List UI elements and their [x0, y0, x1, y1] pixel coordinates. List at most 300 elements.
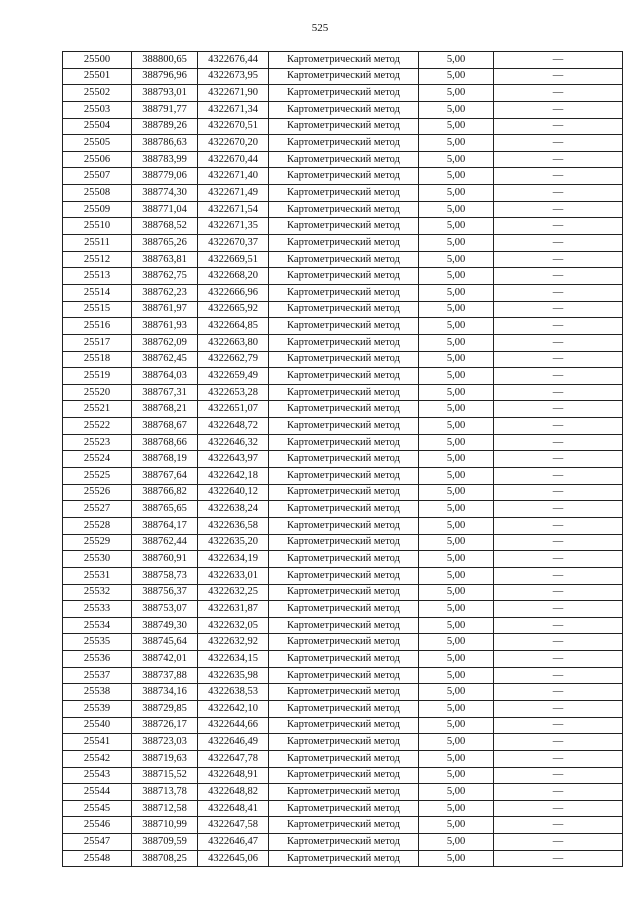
- y-coordinate-cell: 4322645,06: [198, 850, 269, 867]
- table-row: [63, 52, 623, 69]
- error-cell: 5,00: [419, 850, 494, 867]
- error-cell: 5,00: [419, 401, 494, 418]
- table-row: [63, 850, 623, 867]
- y-coordinate-cell: 4322632,05: [198, 617, 269, 634]
- table-row: [63, 168, 623, 185]
- method-cell: Картометрический метод: [269, 717, 419, 734]
- error-cell: 5,00: [419, 484, 494, 501]
- y-coordinate-cell: 4322666,96: [198, 284, 269, 301]
- point-number-cell: 25518: [63, 351, 132, 368]
- x-coordinate-cell: 388761,93: [132, 318, 198, 335]
- point-number-cell: 25519: [63, 368, 132, 385]
- x-coordinate-cell: 388765,65: [132, 501, 198, 518]
- point-number-cell: 25509: [63, 201, 132, 218]
- method-cell: Картометрический метод: [269, 68, 419, 85]
- x-coordinate-cell: 388768,52: [132, 218, 198, 235]
- description-cell: —: [494, 850, 623, 867]
- table-row: [63, 251, 623, 268]
- y-coordinate-cell: 4322635,98: [198, 667, 269, 684]
- description-cell: —: [494, 351, 623, 368]
- description-cell: —: [494, 318, 623, 335]
- x-coordinate-cell: 388712,58: [132, 800, 198, 817]
- description-cell: —: [494, 700, 623, 717]
- error-cell: 5,00: [419, 351, 494, 368]
- point-number-cell: 25547: [63, 834, 132, 851]
- y-coordinate-cell: 4322671,35: [198, 218, 269, 235]
- x-coordinate-cell: 388761,97: [132, 301, 198, 318]
- method-cell: Картометрический метод: [269, 301, 419, 318]
- point-number-cell: 25521: [63, 401, 132, 418]
- method-cell: Картометрический метод: [269, 667, 419, 684]
- description-cell: —: [494, 368, 623, 385]
- method-cell: Картометрический метод: [269, 101, 419, 118]
- error-cell: 5,00: [419, 384, 494, 401]
- table-row: [63, 601, 623, 618]
- description-cell: —: [494, 401, 623, 418]
- error-cell: 5,00: [419, 218, 494, 235]
- description-cell: —: [494, 484, 623, 501]
- error-cell: 5,00: [419, 185, 494, 202]
- description-cell: —: [494, 201, 623, 218]
- table-row: [63, 334, 623, 351]
- y-coordinate-cell: 4322662,79: [198, 351, 269, 368]
- table-row: [63, 434, 623, 451]
- coordinates-table: [62, 51, 623, 867]
- method-cell: Картометрический метод: [269, 451, 419, 468]
- method-cell: Картометрический метод: [269, 334, 419, 351]
- table-row: [63, 767, 623, 784]
- table-row: [63, 667, 623, 684]
- y-coordinate-cell: 4322673,95: [198, 68, 269, 85]
- method-cell: Картометрический метод: [269, 318, 419, 335]
- method-cell: Картометрический метод: [269, 401, 419, 418]
- point-number-cell: 25539: [63, 700, 132, 717]
- x-coordinate-cell: 388734,16: [132, 684, 198, 701]
- method-cell: Картометрический метод: [269, 218, 419, 235]
- point-number-cell: 25506: [63, 151, 132, 168]
- error-cell: 5,00: [419, 334, 494, 351]
- x-coordinate-cell: 388793,01: [132, 85, 198, 102]
- point-number-cell: 25536: [63, 651, 132, 668]
- description-cell: —: [494, 52, 623, 69]
- method-cell: Картометрический метод: [269, 501, 419, 518]
- error-cell: 5,00: [419, 734, 494, 751]
- y-coordinate-cell: 4322632,25: [198, 584, 269, 601]
- point-number-cell: 25544: [63, 784, 132, 801]
- table-row: [63, 318, 623, 335]
- point-number-cell: 25512: [63, 251, 132, 268]
- method-cell: Картометрический метод: [269, 551, 419, 568]
- description-cell: —: [494, 185, 623, 202]
- table-row: [63, 501, 623, 518]
- table-row: [63, 351, 623, 368]
- description-cell: —: [494, 101, 623, 118]
- error-cell: 5,00: [419, 52, 494, 69]
- table-row: [63, 700, 623, 717]
- table-row: [63, 834, 623, 851]
- table-row: [63, 800, 623, 817]
- error-cell: 5,00: [419, 68, 494, 85]
- method-cell: Картометрический метод: [269, 351, 419, 368]
- error-cell: 5,00: [419, 468, 494, 485]
- method-cell: Картометрический метод: [269, 384, 419, 401]
- x-coordinate-cell: 388796,96: [132, 68, 198, 85]
- error-cell: 5,00: [419, 501, 494, 518]
- method-cell: Картометрический метод: [269, 617, 419, 634]
- method-cell: Картометрический метод: [269, 834, 419, 851]
- x-coordinate-cell: 388762,45: [132, 351, 198, 368]
- method-cell: Картометрический метод: [269, 817, 419, 834]
- point-number-cell: 25541: [63, 734, 132, 751]
- table-row: [63, 68, 623, 85]
- x-coordinate-cell: 388719,63: [132, 750, 198, 767]
- table-row: [63, 368, 623, 385]
- description-cell: —: [494, 684, 623, 701]
- table-row: [63, 218, 623, 235]
- method-cell: Картометрический метод: [269, 434, 419, 451]
- method-cell: Картометрический метод: [269, 684, 419, 701]
- x-coordinate-cell: 388762,09: [132, 334, 198, 351]
- point-number-cell: 25545: [63, 800, 132, 817]
- error-cell: 5,00: [419, 517, 494, 534]
- x-coordinate-cell: 388800,65: [132, 52, 198, 69]
- error-cell: 5,00: [419, 201, 494, 218]
- description-cell: —: [494, 584, 623, 601]
- table-row: [63, 784, 623, 801]
- y-coordinate-cell: 4322671,34: [198, 101, 269, 118]
- table-row: [63, 717, 623, 734]
- method-cell: Картометрический метод: [269, 368, 419, 385]
- description-cell: —: [494, 135, 623, 152]
- description-cell: —: [494, 334, 623, 351]
- x-coordinate-cell: 388729,85: [132, 700, 198, 717]
- description-cell: —: [494, 85, 623, 102]
- method-cell: Картометрический метод: [269, 584, 419, 601]
- point-number-cell: 25526: [63, 484, 132, 501]
- point-number-cell: 25524: [63, 451, 132, 468]
- x-coordinate-cell: 388771,04: [132, 201, 198, 218]
- point-number-cell: 25546: [63, 817, 132, 834]
- error-cell: 5,00: [419, 834, 494, 851]
- table-row: [63, 235, 623, 252]
- table-row: [63, 284, 623, 301]
- point-number-cell: 25510: [63, 218, 132, 235]
- error-cell: 5,00: [419, 767, 494, 784]
- error-cell: 5,00: [419, 667, 494, 684]
- y-coordinate-cell: 4322671,40: [198, 168, 269, 185]
- table-row: [63, 451, 623, 468]
- method-cell: Картометрический метод: [269, 601, 419, 618]
- x-coordinate-cell: 388742,01: [132, 651, 198, 668]
- table-row: [63, 384, 623, 401]
- description-cell: —: [494, 501, 623, 518]
- point-number-cell: 25503: [63, 101, 132, 118]
- x-coordinate-cell: 388737,88: [132, 667, 198, 684]
- point-number-cell: 25540: [63, 717, 132, 734]
- x-coordinate-cell: 388764,03: [132, 368, 198, 385]
- point-number-cell: 25529: [63, 534, 132, 551]
- x-coordinate-cell: 388789,26: [132, 118, 198, 135]
- description-cell: —: [494, 268, 623, 285]
- point-number-cell: 25532: [63, 584, 132, 601]
- x-coordinate-cell: 388715,52: [132, 767, 198, 784]
- table-row: [63, 418, 623, 435]
- error-cell: 5,00: [419, 235, 494, 252]
- table-row: [63, 401, 623, 418]
- error-cell: 5,00: [419, 784, 494, 801]
- error-cell: 5,00: [419, 118, 494, 135]
- y-coordinate-cell: 4322634,15: [198, 651, 269, 668]
- point-number-cell: 25523: [63, 434, 132, 451]
- description-cell: —: [494, 218, 623, 235]
- method-cell: Картометрический метод: [269, 151, 419, 168]
- point-number-cell: 25500: [63, 52, 132, 69]
- description-cell: —: [494, 834, 623, 851]
- method-cell: Картометрический метод: [269, 767, 419, 784]
- description-cell: —: [494, 418, 623, 435]
- y-coordinate-cell: 4322644,66: [198, 717, 269, 734]
- method-cell: Картометрический метод: [269, 251, 419, 268]
- table-row: [63, 301, 623, 318]
- table-row: [63, 517, 623, 534]
- description-cell: —: [494, 534, 623, 551]
- error-cell: 5,00: [419, 168, 494, 185]
- error-cell: 5,00: [419, 800, 494, 817]
- y-coordinate-cell: 4322646,32: [198, 434, 269, 451]
- point-number-cell: 25527: [63, 501, 132, 518]
- method-cell: Картометрический метод: [269, 634, 419, 651]
- point-number-cell: 25501: [63, 68, 132, 85]
- x-coordinate-cell: 388749,30: [132, 617, 198, 634]
- table-row: [63, 201, 623, 218]
- error-cell: 5,00: [419, 85, 494, 102]
- table-row: [63, 151, 623, 168]
- error-cell: 5,00: [419, 101, 494, 118]
- error-cell: 5,00: [419, 301, 494, 318]
- page-number: 525: [311, 22, 329, 34]
- method-cell: Картометрический метод: [269, 284, 419, 301]
- method-cell: Картометрический метод: [269, 268, 419, 285]
- x-coordinate-cell: 388710,99: [132, 817, 198, 834]
- point-number-cell: 25507: [63, 168, 132, 185]
- table-row: [63, 651, 623, 668]
- y-coordinate-cell: 4322643,97: [198, 451, 269, 468]
- x-coordinate-cell: 388762,44: [132, 534, 198, 551]
- x-coordinate-cell: 388768,66: [132, 434, 198, 451]
- y-coordinate-cell: 4322670,37: [198, 235, 269, 252]
- x-coordinate-cell: 388709,59: [132, 834, 198, 851]
- table-row: [63, 734, 623, 751]
- point-number-cell: 25543: [63, 767, 132, 784]
- description-cell: —: [494, 235, 623, 252]
- y-coordinate-cell: 4322648,91: [198, 767, 269, 784]
- method-cell: Картометрический метод: [269, 118, 419, 135]
- method-cell: Картометрический метод: [269, 784, 419, 801]
- method-cell: Картометрический метод: [269, 52, 419, 69]
- x-coordinate-cell: 388765,26: [132, 235, 198, 252]
- y-coordinate-cell: 4322670,20: [198, 135, 269, 152]
- y-coordinate-cell: 4322647,58: [198, 817, 269, 834]
- x-coordinate-cell: 388783,99: [132, 151, 198, 168]
- y-coordinate-cell: 4322670,44: [198, 151, 269, 168]
- method-cell: Картометрический метод: [269, 700, 419, 717]
- x-coordinate-cell: 388779,06: [132, 168, 198, 185]
- point-number-cell: 25513: [63, 268, 132, 285]
- table-row: [63, 85, 623, 102]
- error-cell: 5,00: [419, 268, 494, 285]
- y-coordinate-cell: 4322665,92: [198, 301, 269, 318]
- description-cell: —: [494, 634, 623, 651]
- x-coordinate-cell: 388708,25: [132, 850, 198, 867]
- error-cell: 5,00: [419, 318, 494, 335]
- x-coordinate-cell: 388767,31: [132, 384, 198, 401]
- y-coordinate-cell: 4322676,44: [198, 52, 269, 69]
- y-coordinate-cell: 4322633,01: [198, 567, 269, 584]
- x-coordinate-cell: 388745,64: [132, 634, 198, 651]
- point-number-cell: 25531: [63, 567, 132, 584]
- table-row: [63, 268, 623, 285]
- y-coordinate-cell: 4322647,78: [198, 750, 269, 767]
- table-row: [63, 634, 623, 651]
- method-cell: Картометрический метод: [269, 168, 419, 185]
- description-cell: —: [494, 251, 623, 268]
- error-cell: 5,00: [419, 151, 494, 168]
- table-row: [63, 185, 623, 202]
- point-number-cell: 25537: [63, 667, 132, 684]
- description-cell: —: [494, 784, 623, 801]
- x-coordinate-cell: 388791,77: [132, 101, 198, 118]
- y-coordinate-cell: 4322653,28: [198, 384, 269, 401]
- y-coordinate-cell: 4322635,20: [198, 534, 269, 551]
- table-row: [63, 484, 623, 501]
- description-cell: —: [494, 118, 623, 135]
- error-cell: 5,00: [419, 617, 494, 634]
- method-cell: Картометрический метод: [269, 517, 419, 534]
- method-cell: Картометрический метод: [269, 651, 419, 668]
- point-number-cell: 25505: [63, 135, 132, 152]
- y-coordinate-cell: 4322664,85: [198, 318, 269, 335]
- description-cell: —: [494, 434, 623, 451]
- x-coordinate-cell: 388764,17: [132, 517, 198, 534]
- y-coordinate-cell: 4322648,41: [198, 800, 269, 817]
- error-cell: 5,00: [419, 717, 494, 734]
- y-coordinate-cell: 4322646,49: [198, 734, 269, 751]
- y-coordinate-cell: 4322670,51: [198, 118, 269, 135]
- method-cell: Картометрический метод: [269, 468, 419, 485]
- error-cell: 5,00: [419, 601, 494, 618]
- method-cell: Картометрический метод: [269, 750, 419, 767]
- x-coordinate-cell: 388786,63: [132, 135, 198, 152]
- method-cell: Картометрический метод: [269, 135, 419, 152]
- description-cell: —: [494, 151, 623, 168]
- y-coordinate-cell: 4322640,12: [198, 484, 269, 501]
- table-row: [63, 617, 623, 634]
- x-coordinate-cell: 388766,82: [132, 484, 198, 501]
- description-cell: —: [494, 567, 623, 584]
- table-row: [63, 684, 623, 701]
- table-row: [63, 118, 623, 135]
- method-cell: Картометрический метод: [269, 484, 419, 501]
- y-coordinate-cell: 4322671,49: [198, 185, 269, 202]
- description-cell: —: [494, 284, 623, 301]
- method-cell: Картометрический метод: [269, 734, 419, 751]
- y-coordinate-cell: 4322668,20: [198, 268, 269, 285]
- y-coordinate-cell: 4322632,92: [198, 634, 269, 651]
- error-cell: 5,00: [419, 817, 494, 834]
- x-coordinate-cell: 388756,37: [132, 584, 198, 601]
- error-cell: 5,00: [419, 584, 494, 601]
- error-cell: 5,00: [419, 700, 494, 717]
- description-cell: —: [494, 767, 623, 784]
- table-row: [63, 750, 623, 767]
- error-cell: 5,00: [419, 284, 494, 301]
- table-row: [63, 584, 623, 601]
- error-cell: 5,00: [419, 135, 494, 152]
- error-cell: 5,00: [419, 684, 494, 701]
- point-number-cell: 25517: [63, 334, 132, 351]
- point-number-cell: 25522: [63, 418, 132, 435]
- error-cell: 5,00: [419, 418, 494, 435]
- point-number-cell: 25511: [63, 235, 132, 252]
- point-number-cell: 25535: [63, 634, 132, 651]
- y-coordinate-cell: 4322638,24: [198, 501, 269, 518]
- description-cell: —: [494, 517, 623, 534]
- point-number-cell: 25516: [63, 318, 132, 335]
- description-cell: —: [494, 451, 623, 468]
- description-cell: —: [494, 800, 623, 817]
- table-row: [63, 817, 623, 834]
- y-coordinate-cell: 4322651,07: [198, 401, 269, 418]
- x-coordinate-cell: 388762,23: [132, 284, 198, 301]
- point-number-cell: 25502: [63, 85, 132, 102]
- y-coordinate-cell: 4322671,90: [198, 85, 269, 102]
- method-cell: Картометрический метод: [269, 418, 419, 435]
- error-cell: 5,00: [419, 434, 494, 451]
- description-cell: —: [494, 468, 623, 485]
- x-coordinate-cell: 388763,81: [132, 251, 198, 268]
- y-coordinate-cell: 4322634,19: [198, 551, 269, 568]
- method-cell: Картометрический метод: [269, 185, 419, 202]
- error-cell: 5,00: [419, 651, 494, 668]
- table-row: [63, 567, 623, 584]
- error-cell: 5,00: [419, 251, 494, 268]
- method-cell: Картометрический метод: [269, 800, 419, 817]
- y-coordinate-cell: 4322638,53: [198, 684, 269, 701]
- point-number-cell: 25508: [63, 185, 132, 202]
- y-coordinate-cell: 4322663,80: [198, 334, 269, 351]
- error-cell: 5,00: [419, 567, 494, 584]
- x-coordinate-cell: 388758,73: [132, 567, 198, 584]
- y-coordinate-cell: 4322642,18: [198, 468, 269, 485]
- y-coordinate-cell: 4322671,54: [198, 201, 269, 218]
- error-cell: 5,00: [419, 534, 494, 551]
- description-cell: —: [494, 551, 623, 568]
- x-coordinate-cell: 388768,19: [132, 451, 198, 468]
- x-coordinate-cell: 388713,78: [132, 784, 198, 801]
- error-cell: 5,00: [419, 551, 494, 568]
- point-number-cell: 25542: [63, 750, 132, 767]
- description-cell: —: [494, 750, 623, 767]
- point-number-cell: 25548: [63, 850, 132, 867]
- method-cell: Картометрический метод: [269, 201, 419, 218]
- point-number-cell: 25515: [63, 301, 132, 318]
- x-coordinate-cell: 388768,21: [132, 401, 198, 418]
- description-cell: —: [494, 384, 623, 401]
- x-coordinate-cell: 388767,64: [132, 468, 198, 485]
- description-cell: —: [494, 667, 623, 684]
- point-number-cell: 25530: [63, 551, 132, 568]
- description-cell: —: [494, 301, 623, 318]
